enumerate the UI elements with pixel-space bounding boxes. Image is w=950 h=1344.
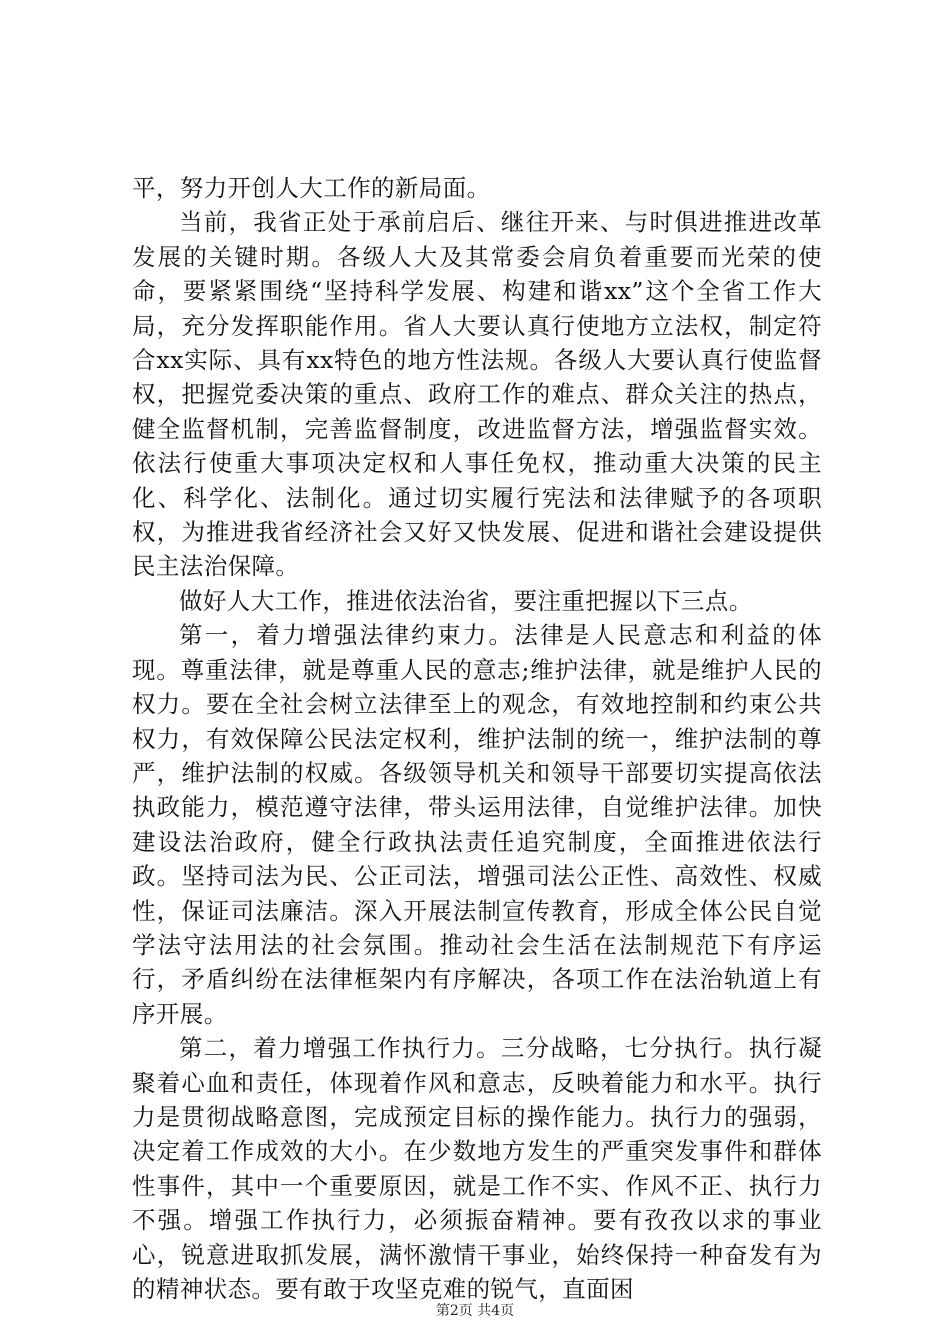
paragraph-three-points: 做好人大工作，推进依法治省，要注重把握以下三点。 — [179, 586, 753, 615]
paragraph-second-point: 第二，着力增强工作执行力。三分战略，七分执行。执行凝聚着心血和责任，体现着作风和意志，反映着能力和水平。执行力是贯彻战略意图，完成预定目标的操作能力。执行力的强弱，决定着工作成效的大小。在少数地方发生的严重突发事件和群体性事件，其中一个重要原因，就是工作不实、作风不正、执行力不强。增强工作执行力，必须振奋精神。要有孜孜以求的事业心，锐意进取抓发展，满怀激情干事业，始终保持一种奋发有为的精神状态。要有敢于攻坚克难的锐气，直面困 — [132, 1034, 822, 1303]
page-footer: 第2页 共4页 — [435, 1303, 515, 1319]
body-text — [132, 171, 822, 1306]
paragraph-continuation: 平，努力开创人大工作的新局面。 — [132, 174, 491, 202]
paragraph-current-period: 当前，我省正处于承前启后、继往开来、与时俱进推进改革发展的关键时期。各级人大及其常委会肩负着重要而光荣的使命，要紧紧围绕“坚持科学发展、构建和谐xx”这个全省工作大局，充分发挥职能作用。省人大要认真行使地方立法权，制定符合xx实际、具有xx特色的地方性法规。各级人大要认真行使监督权，把握党委决策的重点、政府工作的难点、群众关注的热点，健全监督机制，完善监督制度，改进监督方法，增强监督实效。依法行使重大事项决定权和人事任免权，推动重大决策的民主化、科学化、法制化。通过切实履行宪法和法律赋予的各项职权，为推进我省经济社会又好又快发展、促进和谐社会建设提供民主法治保障。 — [132, 208, 822, 581]
paragraph-first-point: 第一，着力增强法律约束力。法律是人民意志和利益的体现。尊重法律，就是尊重人民的意志;维护法律，就是维护人民的权力。要在全社会树立法律至上的观念，有效地控制和约束公共权力，有效保障公民法定权利，维护法制的统一，维护法制的尊严，维护法制的权威。各级领导机关和领导干部要切实提高依法执政能力，模范遵守法律，带头运用法律，自觉维护法律。加快建设法治政府，健全行政执法责任追究制度，全面推进依法行政。坚持司法为民、公正司法，增强司法公正性、高效性、权威性，保证司法廉洁。深入开展法制宣传教育，形成全体公民自觉学法守法用法的社会氛围。推动社会生活在法制规范下有序运行，矛盾纠纷在法律框架内有序解决，各项工作在法治轨道上有序开展。 — [132, 621, 822, 1028]
